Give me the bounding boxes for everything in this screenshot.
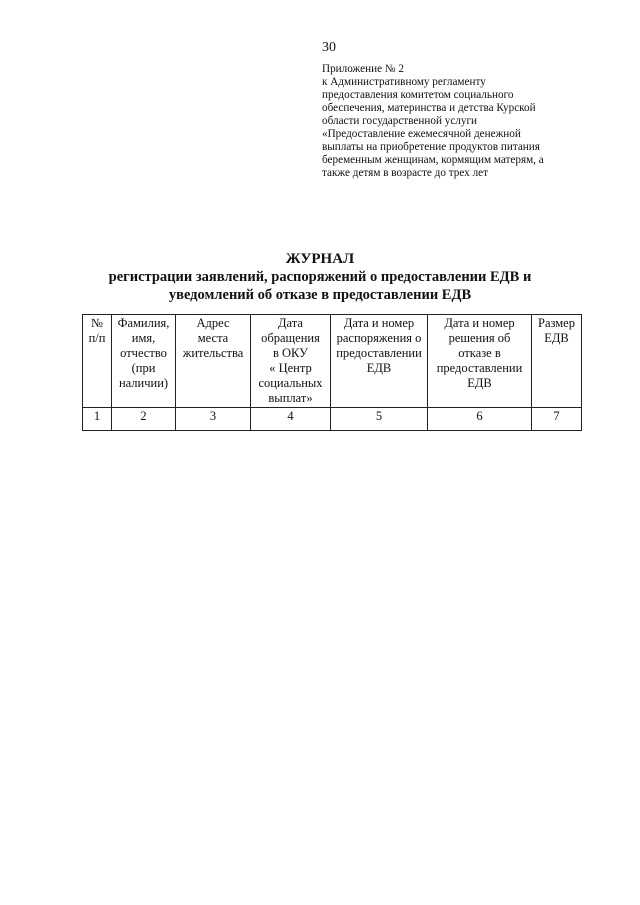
page-number: 30 bbox=[322, 40, 336, 55]
column-number-cell: 4 bbox=[251, 408, 331, 431]
column-number-cell: 1 bbox=[83, 408, 112, 431]
header-cell-application-date: Дата обращения в ОКУ « Центр социальных выплат» bbox=[251, 315, 331, 408]
column-number-cell: 5 bbox=[331, 408, 428, 431]
column-number-cell: 6 bbox=[428, 408, 532, 431]
appendix-line: Приложение № 2 bbox=[322, 63, 404, 75]
appendix-line: предоставления комитетом социального bbox=[322, 89, 514, 101]
header-cell-order-date-number: Дата и номер распоряжения о предоставлении ЕДВ bbox=[331, 315, 428, 408]
journal-subtitle-line: регистрации заявлений, распоряжений о предоставлении ЕДВ и bbox=[108, 269, 532, 285]
header-cell-full-name: Фамилия, имя, отчество (при наличии) bbox=[112, 315, 176, 408]
column-number-cell: 7 bbox=[532, 408, 582, 431]
registration-table bbox=[82, 314, 582, 431]
appendix-line: выплаты на приобретение продуктов питания bbox=[322, 141, 540, 153]
journal-title: ЖУРНАЛ bbox=[285, 251, 355, 267]
header-cell-address: Адрес места жительства bbox=[176, 315, 251, 408]
journal-subtitle bbox=[100, 268, 540, 304]
table-header-row bbox=[83, 315, 582, 408]
header-cell-refusal-date-number: Дата и номер решения об отказе в предоставлении ЕДВ bbox=[428, 315, 532, 408]
appendix-line: беременным женщинам, кормящим матерям, а bbox=[322, 154, 544, 166]
journal-subtitle-line: уведомлений об отказе в предоставлении ЕДВ bbox=[168, 287, 472, 303]
header-cell-number: № п/п bbox=[83, 315, 112, 408]
column-number-cell: 2 bbox=[112, 408, 176, 431]
appendix-line: к Административному регламенту bbox=[322, 76, 486, 88]
column-number-cell: 3 bbox=[176, 408, 251, 431]
header-cell-amount: Размер ЕДВ bbox=[532, 315, 582, 408]
appendix-note bbox=[322, 63, 587, 180]
appendix-line: области государственной услуги bbox=[322, 115, 478, 127]
appendix-line: также детям в возрасте до трех лет bbox=[322, 167, 489, 179]
appendix-line: обеспечения, материнства и детства Курской bbox=[322, 102, 536, 114]
table-row bbox=[83, 408, 582, 431]
appendix-line: «Предоставление ежемесячной денежной bbox=[322, 128, 521, 140]
